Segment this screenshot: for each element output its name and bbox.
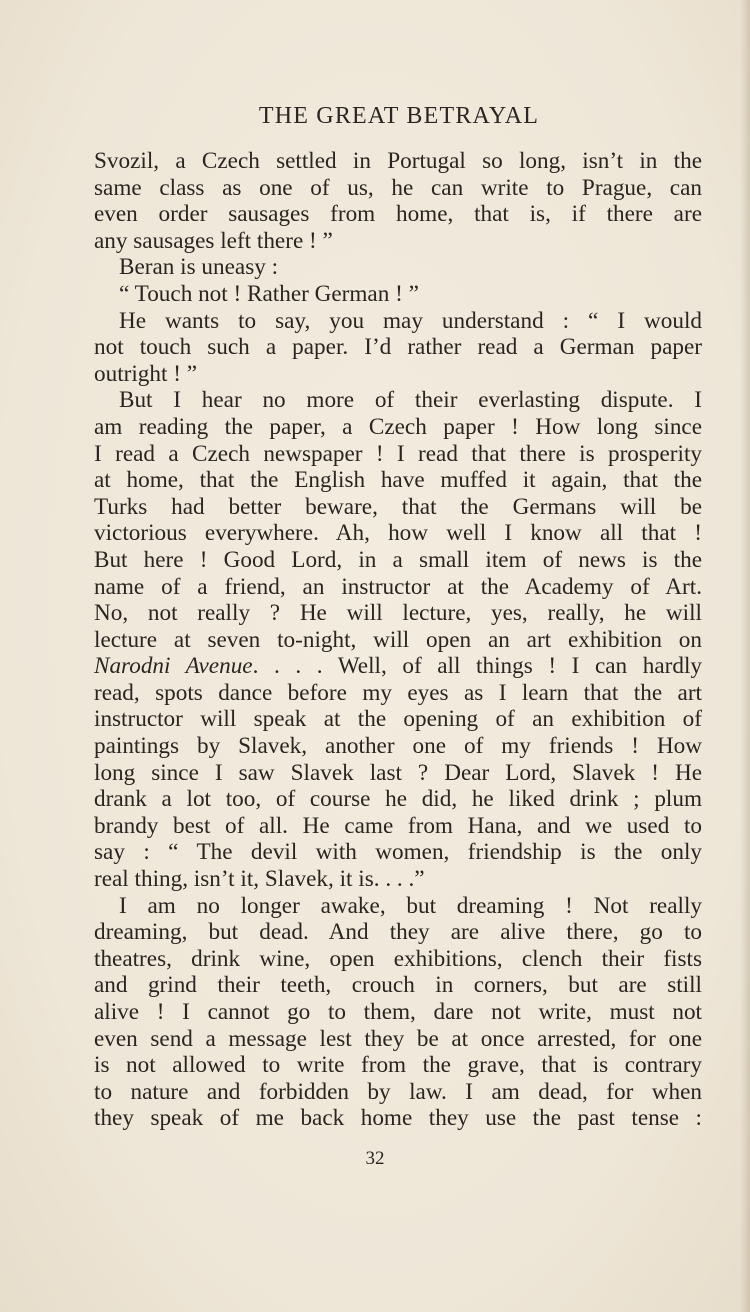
text-line: brandy best of all. He came from Hana, and we used to [94, 812, 702, 839]
text-line: any sausages left there ! ” [94, 227, 333, 254]
text-line: say : “ The devil with women, friendship is the only [94, 839, 702, 866]
text-line: to nature and forbidden by law. I am dead, for when [94, 1078, 702, 1105]
page-number: 32 [365, 1148, 385, 1169]
page-edge-shadow [740, 0, 750, 1312]
text-line: I am no longer awake, but dreaming ! Not really [119, 892, 702, 919]
running-head: THE GREAT BETRAYAL [258, 103, 540, 129]
text-line [94, 653, 702, 680]
text-line: I read a Czech newspaper ! I read that there is prosperity [94, 440, 702, 467]
text-line: name of a friend, an instructor at the Academy of Art. [94, 573, 702, 600]
text-line: But here ! Good Lord, in a small item of news is the [94, 546, 702, 573]
text-line: He wants to say, you may understand : “ I would [119, 307, 702, 334]
text-line: am reading the paper, a Czech paper ! How long since [94, 413, 702, 440]
text-line: same class as one of us, he can write to Prague, can [94, 174, 702, 201]
text-line: “ Touch not ! Rather German ! ” [119, 280, 419, 307]
text-line: and grind their teeth, crouch in corners, but are still [94, 972, 702, 999]
text-line: Turks had better beware, that the Germans will be [94, 493, 702, 520]
text-line: real thing, isn’t it, Slavek, it is. . . .” [94, 866, 425, 893]
text-line: theatres, drink wine, open exhibitions, clench their fists [94, 945, 702, 972]
text-line: But I hear no more of their everlasting dispute. I [119, 387, 702, 414]
text-line: victorious everywhere. Ah, how well I know all that ! [94, 520, 702, 547]
street-name: Narodni Avenue [94, 653, 253, 680]
text-line: read, spots dance before my eyes as I learn that the art [94, 679, 702, 706]
body-text [94, 148, 702, 1132]
text-line: Svozil, a Czech settled in Portugal so long, isn’t in the [94, 148, 702, 174]
text-line: at home, that the English have muffed it again, that the [94, 467, 702, 494]
text-line: even send a message lest they be at once arrested, for one [94, 1025, 702, 1052]
text-line: even order sausages from home, that is, if there are [94, 201, 702, 228]
text-line: drank a lot too, of course he did, he liked drink ; plum [94, 786, 702, 813]
text-line: is not allowed to write from the grave, that is contrary [94, 1052, 702, 1079]
text-line: long since I saw Slavek last ? Dear Lord, Slavek ! He [94, 759, 702, 786]
text-line: Beran is uneasy : [119, 254, 279, 281]
text-line: dreaming, but dead. And they are alive there, go to [94, 919, 702, 946]
text-line: lecture at seven to-night, will open an art exhibition on [94, 626, 702, 653]
text-line: No, not really ? He will lecture, yes, really, he will [94, 600, 702, 627]
text-line: paintings by Slavek, another one of my friends ! How [94, 733, 702, 760]
text-line: not touch such a paper. I’d rather read a German paper [94, 334, 702, 361]
text-line: alive ! I cannot go to them, dare not write, must not [94, 999, 702, 1025]
text-line: instructor will speak at the opening of an exhibition of [94, 706, 702, 733]
text-line-rest: . . . . Well, of all things ! I can hardly [252, 653, 702, 680]
text-line: they speak of me back home they use the past tense : [94, 1105, 702, 1132]
text-line: outright ! ” [94, 360, 198, 387]
